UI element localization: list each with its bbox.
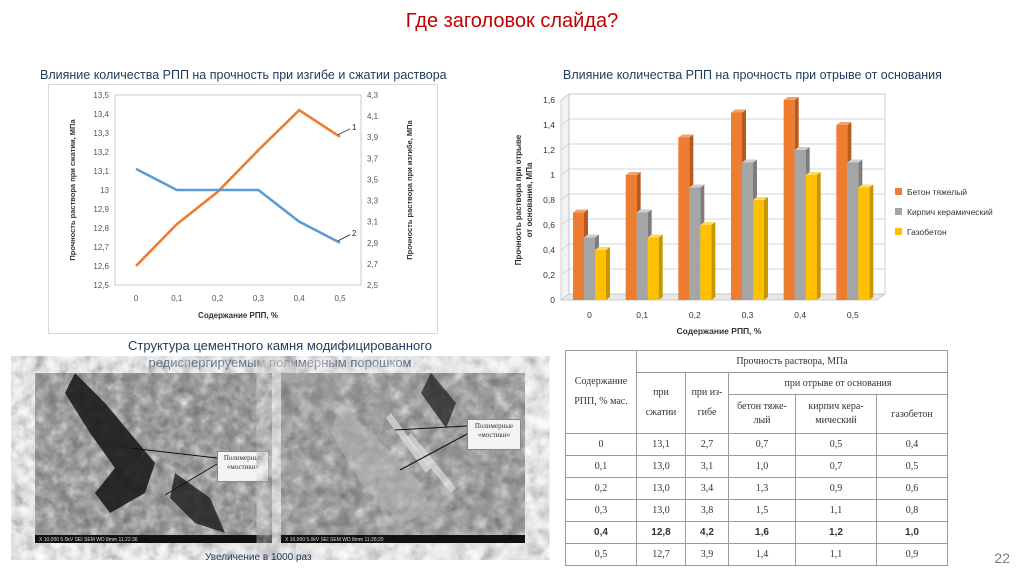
table-cell: 1,2 (796, 522, 877, 544)
table-cell: 12,8 (637, 522, 686, 544)
table-cell: 0,9 (796, 478, 877, 500)
bar-x-tick-label: 0,5 (846, 310, 859, 320)
table-cell: 4,2 (686, 522, 729, 544)
left-y-tick-label: 13,3 (93, 129, 109, 138)
photo-label-2-line-2: «мостики» (477, 431, 511, 439)
legend-label: Кирпич керамический (907, 207, 993, 217)
table-cell: 1,4 (729, 544, 796, 566)
right-y-tick-label: 3,3 (367, 196, 379, 206)
table-cell: 0,2 (566, 478, 637, 500)
bar-y-tick-label: 1 (550, 170, 555, 180)
series-label-2: 2 (352, 228, 357, 238)
left-y-tick-label: 13,4 (93, 110, 109, 119)
slide-title: Где заголовок слайда? (405, 10, 619, 32)
bar-y-tick-label: 0,8 (543, 195, 555, 205)
table-cell: 1,0 (877, 522, 948, 544)
bar-y-tick-label: 1,6 (543, 95, 555, 105)
line-x-tick-label: 0,5 (334, 294, 346, 303)
th-gas: газобетон (877, 395, 948, 434)
series-label-1: 1 (352, 122, 357, 132)
table-cell: 12,7 (637, 544, 686, 566)
left-y-tick-label: 12,5 (93, 281, 109, 290)
photo-label-1-line-2: «мостики» (226, 463, 260, 471)
line-x-tick-label: 0,2 (212, 294, 224, 303)
table-cell: 1,1 (796, 544, 877, 566)
legend-label: Газобетон (907, 227, 947, 237)
structure-caption-line-2: редиспергируемым полимерным порошком (148, 355, 412, 370)
th-concrete-line-2: лый (753, 415, 771, 426)
table-row (566, 456, 948, 478)
table-cell: 1,6 (729, 522, 796, 544)
right-y-tick-label: 3,1 (367, 217, 379, 227)
left-y-tick-label: 12,6 (93, 262, 109, 271)
left-y-tick-label: 13,2 (93, 148, 109, 157)
line-x-axis-label: Содержание РПП, % (198, 311, 278, 320)
th-brick-line-1: кирпич кера- (808, 401, 864, 412)
left-y-tick-label: 13,5 (93, 91, 109, 100)
th-bend-line-2: гибе (697, 407, 717, 418)
th-compress-line-1: при (653, 387, 669, 398)
table-cell: 1,0 (729, 456, 796, 478)
table-cell: 2,7 (686, 434, 729, 456)
pointer-line-2b (400, 434, 467, 470)
th-content (566, 351, 637, 434)
bar-y-tick-label: 1,4 (543, 120, 555, 130)
th-concrete (729, 395, 796, 434)
table-row (566, 500, 948, 522)
bar-x-tick-label: 0,2 (688, 310, 701, 320)
th-brick (796, 395, 877, 434)
right-y-tick-label: 3,7 (367, 154, 379, 164)
line-x-tick-label: 0,4 (293, 294, 305, 303)
magnification-caption: Увеличение в 1000 раз (205, 552, 312, 563)
th-detach: при отрыве от основания (729, 373, 948, 395)
strength-table (565, 350, 948, 566)
bar-y-axis-label: Прочность раствора при отрыве от основания, МПа (514, 134, 534, 266)
bar-y-tick-label: 0,4 (543, 245, 555, 255)
table-cell: 0,5 (566, 544, 637, 566)
table-cell: 13,0 (637, 478, 686, 500)
bar-y-tick-label: 1,2 (543, 145, 555, 155)
th-compress-line-2: сжатии (645, 407, 677, 418)
right-y-tick-label: 3,9 (367, 133, 379, 143)
right-y-tick-label: 2,9 (367, 238, 379, 248)
table-cell: 1,3 (729, 478, 796, 500)
table-cell: 0,9 (877, 544, 948, 566)
table-cell: 13,0 (637, 500, 686, 522)
pointer-line-1a (130, 448, 217, 458)
table-row (566, 434, 948, 456)
table-cell: 0,5 (877, 456, 948, 478)
table-cell: 0,3 (566, 500, 637, 522)
left-y-tick-label: 12,8 (93, 224, 109, 233)
line-x-tick-label: 0,1 (171, 294, 183, 303)
right-chart-title: Влияние количества РПП на прочность при отрыве от основания (563, 68, 942, 82)
bar-y-tick-label: 0,2 (543, 270, 555, 280)
table-row (566, 544, 948, 566)
bar-x-tick-label: 0,1 (636, 310, 649, 320)
legend-label: Бетон тяжелый (907, 187, 968, 197)
line-x-tick-label: 0,3 (252, 294, 264, 303)
th-strength: Прочность раствора, МПа (637, 351, 948, 373)
page-number: 22 (994, 550, 1010, 566)
left-y-tick-label: 13 (100, 186, 109, 195)
table-cell: 3,9 (686, 544, 729, 566)
table-cell: 13,0 (637, 456, 686, 478)
left-y-tick-label: 12,7 (93, 243, 109, 252)
th-compress (637, 373, 686, 434)
table-cell: 3,8 (686, 500, 729, 522)
structure-caption-line-1: Структура цементного камня модифицированного (128, 338, 432, 353)
table-cell: 3,1 (686, 456, 729, 478)
right-y-tick-label: 2,7 (367, 259, 379, 269)
table-cell: 0,4 (877, 434, 948, 456)
table-cell: 3,4 (686, 478, 729, 500)
table-row (566, 522, 948, 544)
bar-x-tick-label: 0,4 (794, 310, 807, 320)
bar-y-tick-label: 0 (550, 295, 555, 305)
right-y-tick-label: 4,1 (367, 112, 379, 122)
left-y-axis-label: Прочность раствора при сжатии, МПа (68, 119, 77, 261)
photo-label-2-line-1: Полимерные (474, 422, 514, 430)
table-cell: 1,5 (729, 500, 796, 522)
photo-footer-2: X 10,000 5.0kV SEI SEM WD 8mm 11:28:20 (285, 537, 384, 543)
table-cell: 0,1 (566, 456, 637, 478)
line-x-tick-label: 0 (133, 294, 139, 303)
th-bend-line-1: при из- (691, 387, 723, 398)
right-y-tick-label: 2,5 (367, 281, 379, 290)
table-cell: 0,4 (566, 522, 637, 544)
strength-table-wrapper (565, 350, 948, 566)
th-content-line-2: РПП, % мас. (574, 396, 628, 407)
pointer-line-2a (395, 426, 467, 430)
bar-x-axis-label: Содержание РПП, % (676, 326, 762, 336)
table-cell: 0 (566, 434, 637, 456)
right-y-axis-label: Прочность раствора при изгибе, МПа (405, 120, 414, 260)
right-y-tick-label: 4,3 (367, 91, 379, 100)
th-brick-line-2: мический (815, 415, 857, 426)
right-y-tick-label: 3,5 (367, 175, 379, 185)
photo-label-1-line-1: Полимерные (223, 454, 263, 462)
th-bend (686, 373, 729, 434)
table-cell: 0,6 (877, 478, 948, 500)
bar-x-tick-label: 0 (587, 310, 592, 320)
th-content-line-1: Содержание (574, 376, 628, 387)
bar-x-tick-label: 0,3 (741, 310, 754, 320)
strength-table-body (566, 434, 948, 566)
left-y-tick-label: 12,9 (93, 205, 109, 214)
th-concrete-line-1: бетон тяже- (737, 401, 787, 412)
table-row (566, 478, 948, 500)
table-cell: 1,1 (796, 500, 877, 522)
table-cell: 0,7 (729, 434, 796, 456)
table-cell: 13,1 (637, 434, 686, 456)
table-cell: 0,7 (796, 456, 877, 478)
bar-y-tick-label: 0,6 (543, 220, 555, 230)
left-y-tick-label: 13,1 (93, 167, 109, 176)
photo-footer-1: X 10,000 5.0kV SEI SEM WD 8mm 11:22:36 (39, 537, 138, 543)
table-cell: 0,5 (796, 434, 877, 456)
table-cell: 0,8 (877, 500, 948, 522)
left-chart-title: Влияние количества РПП на прочность при изгибе и сжатии раствора (40, 68, 447, 82)
pointer-line-1b (165, 464, 217, 495)
